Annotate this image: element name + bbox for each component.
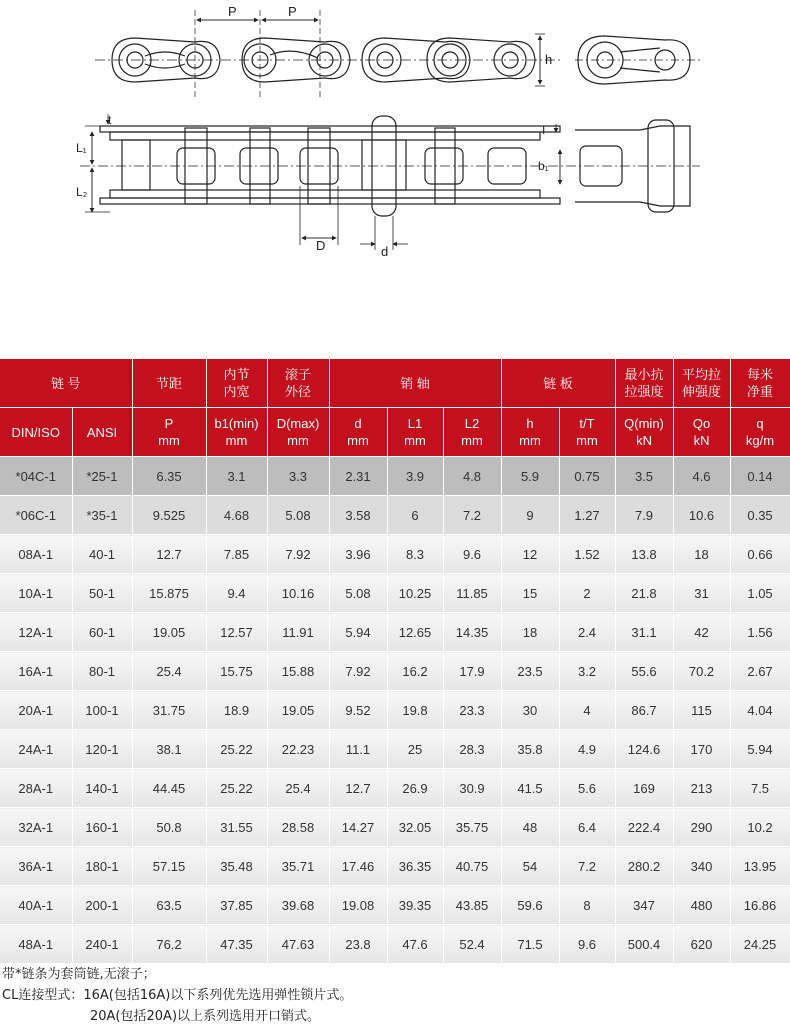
header-symbol: DIN/ISO (11, 424, 60, 440)
table-cell: 60-1 (72, 613, 132, 652)
header-group-cell (673, 359, 730, 408)
table-cell: 76.2 (132, 925, 206, 964)
table-cell: 347 (615, 886, 673, 925)
table-row (0, 535, 790, 574)
table-cell: 280.2 (615, 847, 673, 886)
pitch-label-1: P (228, 4, 237, 19)
table-cell: 1.52 (559, 535, 615, 574)
table-cell: 25.4 (132, 652, 206, 691)
table-cell: 7.85 (206, 535, 267, 574)
header-unit: mm (404, 433, 426, 448)
table-cell: 11.1 (329, 730, 387, 769)
header-unit-cell (387, 408, 443, 457)
table-cell: 3.3 (267, 457, 329, 496)
table-cell: 180-1 (72, 847, 132, 886)
table-cell: 169 (615, 769, 673, 808)
table-cell: 18 (501, 613, 559, 652)
table-cell: 3.58 (329, 496, 387, 535)
table-cell: 16.2 (387, 652, 443, 691)
table-cell: 13.8 (615, 535, 673, 574)
table-cell: 36A-1 (0, 847, 72, 886)
header-unit-cell (0, 408, 72, 457)
chain-spec-table (0, 359, 790, 964)
table-cell: *04C-1 (0, 457, 72, 496)
table-cell: 340 (673, 847, 730, 886)
table-cell: 5.9 (501, 457, 559, 496)
table-cell: 9 (501, 496, 559, 535)
header-symbol: L1 (407, 416, 423, 431)
header-group-text: 节距 (155, 375, 182, 391)
table-cell: 36.35 (387, 847, 443, 886)
table-cell: 4.68 (206, 496, 267, 535)
table-cell: 3.2 (559, 652, 615, 691)
table-cell: 23.8 (329, 925, 387, 964)
table-cell: 42 (673, 613, 730, 652)
header-unit-cell (267, 408, 329, 457)
table-cell: 38.1 (132, 730, 206, 769)
header-unit: mm (519, 433, 541, 448)
table-cell: 8 (559, 886, 615, 925)
table-cell: 3.5 (615, 457, 673, 496)
table-cell: 32A-1 (0, 808, 72, 847)
note-line-3: 20A(包括20A)以上系列选用开口销式。 (90, 1009, 321, 1024)
table-cell: 2.31 (329, 457, 387, 496)
side-view (95, 10, 560, 100)
header-unit-cell (72, 408, 132, 457)
table-cell: 63.5 (132, 886, 206, 925)
table-cell: 47.63 (267, 925, 329, 964)
top-view (80, 116, 700, 216)
table-cell: 16.86 (730, 886, 790, 925)
header-symbol: d (354, 416, 362, 431)
table-row (0, 457, 790, 496)
table-cell: 8.3 (387, 535, 443, 574)
header-group-text: 净重 (747, 384, 774, 399)
table-cell: 3.1 (206, 457, 267, 496)
table-cell: 170 (673, 730, 730, 769)
table-cell: *25-1 (72, 457, 132, 496)
header-symbol: P (164, 416, 174, 431)
table-cell: 1.56 (730, 613, 790, 652)
header-symbol: q (756, 416, 764, 431)
table-row (0, 769, 790, 808)
table-cell: 2.67 (730, 652, 790, 691)
table-cell: 26.9 (387, 769, 443, 808)
header-symbol: L2 (464, 416, 480, 431)
header-symbol: Qo (692, 416, 711, 431)
header-group-text: 销 轴 (400, 375, 430, 391)
table-cell: 43.85 (443, 886, 501, 925)
table-cell: 31 (673, 574, 730, 613)
table-cell: 37.85 (206, 886, 267, 925)
t-label: t (108, 113, 112, 127)
table-cell: 17.46 (329, 847, 387, 886)
header-group-text: 伸强度 (682, 384, 722, 399)
table-cell: 7.5 (730, 769, 790, 808)
end-view (575, 36, 700, 84)
table-cell: 12.57 (206, 613, 267, 652)
table-cell: 40.75 (443, 847, 501, 886)
table-cell: 4 (559, 691, 615, 730)
b1-label: b₁ (538, 159, 549, 173)
table-cell: 55.6 (615, 652, 673, 691)
table-cell: 32.05 (387, 808, 443, 847)
L1-label: L₁ (76, 141, 87, 155)
table-cell: 18 (673, 535, 730, 574)
table-row (0, 808, 790, 847)
table-cell: 30 (501, 691, 559, 730)
table-cell: 48A-1 (0, 925, 72, 964)
table-cell: 23.3 (443, 691, 501, 730)
height-label: h (545, 52, 553, 67)
header-group-text: 最小抗 (624, 367, 664, 382)
table-cell: 25.22 (206, 730, 267, 769)
table-cell: *35-1 (72, 496, 132, 535)
table-cell: 1.05 (730, 574, 790, 613)
header-unit: kN (636, 433, 652, 448)
table-cell: 19.05 (132, 613, 206, 652)
table-cell: 120-1 (72, 730, 132, 769)
pitch-label-2: P (288, 4, 297, 19)
table-cell: 14.27 (329, 808, 387, 847)
table-cell: 0.14 (730, 457, 790, 496)
table-cell: 3.96 (329, 535, 387, 574)
table-cell: 4.6 (673, 457, 730, 496)
table-cell: 10.25 (387, 574, 443, 613)
table-cell: 6 (387, 496, 443, 535)
table-row (0, 613, 790, 652)
table-cell: 50-1 (72, 574, 132, 613)
table-row (0, 925, 790, 964)
header-group-text: 外径 (284, 384, 311, 399)
header-symbol: Q(min) (624, 416, 664, 431)
L2-label: L₂ (76, 185, 88, 199)
header-unit-cell (615, 408, 673, 457)
header-unit-cell (730, 408, 790, 457)
header-group-cell (0, 359, 132, 408)
table-cell: 12 (501, 535, 559, 574)
table-row (0, 574, 790, 613)
header-symbol: t/T (579, 416, 595, 431)
table-cell: 100-1 (72, 691, 132, 730)
table-cell: 4.04 (730, 691, 790, 730)
table-cell: 12.7 (329, 769, 387, 808)
table-cell: 16A-1 (0, 652, 72, 691)
header-unit-cell (329, 408, 387, 457)
table-cell: 620 (673, 925, 730, 964)
header-group-text: 链 板 (543, 375, 573, 391)
footnotes (2, 964, 788, 1027)
header-group-text: 内宽 (223, 384, 250, 399)
table-cell: 52.4 (443, 925, 501, 964)
table-cell: 10.16 (267, 574, 329, 613)
table-cell: 54 (501, 847, 559, 886)
table-cell: 35.71 (267, 847, 329, 886)
table-cell: 44.45 (132, 769, 206, 808)
table-cell: 28A-1 (0, 769, 72, 808)
table-row (0, 691, 790, 730)
table-row (0, 496, 790, 535)
table-cell: 7.92 (267, 535, 329, 574)
table-cell: 50.8 (132, 808, 206, 847)
note-line-2: CL连接型式：16A(包括16A)以下系列优先选用弹性锁片式。 (2, 988, 353, 1003)
header-unit: kN (693, 433, 710, 448)
table-cell: 7.2 (443, 496, 501, 535)
table-cell: 70.2 (673, 652, 730, 691)
table-cell: 25 (387, 730, 443, 769)
header-unit: mm (461, 433, 483, 448)
header-unit-cell (206, 408, 267, 457)
table-cell: 15.88 (267, 652, 329, 691)
table-cell: 59.6 (501, 886, 559, 925)
table-cell: 213 (673, 769, 730, 808)
table-cell: 5.94 (730, 730, 790, 769)
header-symbol: D(max) (276, 416, 320, 431)
table-cell: 124.6 (615, 730, 673, 769)
table-cell: 115 (673, 691, 730, 730)
header-unit: kg/m (745, 433, 775, 448)
header-unit: mm (576, 433, 598, 448)
table-cell: 6.35 (132, 457, 206, 496)
table-cell: 9.6 (443, 535, 501, 574)
table-cell: 19.05 (267, 691, 329, 730)
table-cell: 28.58 (267, 808, 329, 847)
table-cell: 0.35 (730, 496, 790, 535)
table-cell: 240-1 (72, 925, 132, 964)
chain-technical-drawing (0, 0, 790, 300)
header-group-cell (615, 359, 673, 408)
table-body (0, 457, 790, 964)
table-cell: 40A-1 (0, 886, 72, 925)
table-cell: 11.91 (267, 613, 329, 652)
table-cell: 15.75 (206, 652, 267, 691)
table-cell: 160-1 (72, 808, 132, 847)
header-unit-cell (501, 408, 559, 457)
table-cell: 9.525 (132, 496, 206, 535)
table-cell: 14.35 (443, 613, 501, 652)
table-cell: 0.66 (730, 535, 790, 574)
table-cell: 39.68 (267, 886, 329, 925)
table-cell: 15.875 (132, 574, 206, 613)
table-cell: 6.4 (559, 808, 615, 847)
table-cell: 41.5 (501, 769, 559, 808)
table-cell: 9.4 (206, 574, 267, 613)
table-cell: 28.3 (443, 730, 501, 769)
table-cell: 7.92 (329, 652, 387, 691)
table-cell: 10A-1 (0, 574, 72, 613)
table-cell: 31.75 (132, 691, 206, 730)
header-group-text: 平均拉 (682, 367, 722, 382)
table-cell: 57.15 (132, 847, 206, 886)
table-cell: 5.08 (329, 574, 387, 613)
table-cell: 47.35 (206, 925, 267, 964)
table-cell: 10.6 (673, 496, 730, 535)
d-label: d (381, 244, 389, 259)
table-row (0, 847, 790, 886)
table-cell: 500.4 (615, 925, 673, 964)
header-group-text: 每米 (747, 367, 774, 382)
table-cell: 12.65 (387, 613, 443, 652)
table-cell: 20A-1 (0, 691, 72, 730)
table-cell: 0.75 (559, 457, 615, 496)
header-group-text: 滚子 (284, 367, 311, 382)
table-cell: 86.7 (615, 691, 673, 730)
table-cell: 24.25 (730, 925, 790, 964)
header-unit-cell (559, 408, 615, 457)
table-cell: 24A-1 (0, 730, 72, 769)
table-cell: 19.8 (387, 691, 443, 730)
table-cell: 1.27 (559, 496, 615, 535)
note-line-1: 带*链条为套筒链,无滚子； (2, 967, 156, 982)
header-group-cell (501, 359, 615, 408)
header-unit: mm (347, 433, 369, 448)
header-group-cell (329, 359, 501, 408)
D-label: D (316, 238, 326, 253)
table-cell: 47.6 (387, 925, 443, 964)
table-cell: 12A-1 (0, 613, 72, 652)
table-cell: 25.22 (206, 769, 267, 808)
table-cell: 80-1 (72, 652, 132, 691)
table-cell: 480 (673, 886, 730, 925)
table-row (0, 730, 790, 769)
header-unit: mm (287, 433, 309, 448)
header-group-text: 拉强度 (624, 384, 664, 399)
table-row (0, 886, 790, 925)
table-cell: 31.55 (206, 808, 267, 847)
table-cell: 3.9 (387, 457, 443, 496)
table-cell: 18.9 (206, 691, 267, 730)
header-group-cell (206, 359, 267, 408)
table-cell: 10.2 (730, 808, 790, 847)
table-cell: 30.9 (443, 769, 501, 808)
header-row-2 (0, 408, 790, 457)
table-cell: 25.4 (267, 769, 329, 808)
table-cell: 35.48 (206, 847, 267, 886)
table-cell: 200-1 (72, 886, 132, 925)
table-cell: 2.4 (559, 613, 615, 652)
table-cell: 5.94 (329, 613, 387, 652)
header-unit-cell (132, 408, 206, 457)
table-cell: 48 (501, 808, 559, 847)
table-cell: 35.8 (501, 730, 559, 769)
table-cell: *06C-1 (0, 496, 72, 535)
table-cell: 22.23 (267, 730, 329, 769)
table-cell: 290 (673, 808, 730, 847)
table-cell: 4.8 (443, 457, 501, 496)
table-cell: 7.2 (559, 847, 615, 886)
header-unit-cell (443, 408, 501, 457)
header-group-cell (267, 359, 329, 408)
table-cell: 12.7 (132, 535, 206, 574)
table-cell: 11.85 (443, 574, 501, 613)
table-cell: 21.8 (615, 574, 673, 613)
table-cell: 7.9 (615, 496, 673, 535)
table-cell: 35.75 (443, 808, 501, 847)
table-cell: 5.08 (267, 496, 329, 535)
table-cell: 08A-1 (0, 535, 72, 574)
header-group-cell (730, 359, 790, 408)
table-cell: 71.5 (501, 925, 559, 964)
table-cell: 40-1 (72, 535, 132, 574)
header-unit-cell (673, 408, 730, 457)
header-group-text: 内节 (223, 367, 250, 382)
table-cell: 31.1 (615, 613, 673, 652)
table-cell: 4.9 (559, 730, 615, 769)
table-row (0, 652, 790, 691)
table-cell: 39.35 (387, 886, 443, 925)
table-cell: 15 (501, 574, 559, 613)
table-cell: 23.5 (501, 652, 559, 691)
header-row-1 (0, 359, 790, 408)
table-cell: 2 (559, 574, 615, 613)
header-unit: mm (225, 433, 248, 448)
table-cell: 17.9 (443, 652, 501, 691)
table-cell: 13.95 (730, 847, 790, 886)
table-cell: 140-1 (72, 769, 132, 808)
header-group-text: 链 号 (50, 375, 81, 391)
table-cell: 5.6 (559, 769, 615, 808)
table-cell: 19.08 (329, 886, 387, 925)
header-symbol: h (526, 416, 534, 431)
header-unit: mm (158, 433, 180, 448)
header-symbol: ANSI (86, 424, 118, 440)
header-group-cell (132, 359, 206, 408)
T-label: T (540, 123, 548, 137)
table-cell: 9.52 (329, 691, 387, 730)
header-symbol: b1(min) (214, 416, 259, 431)
table-cell: 9.6 (559, 925, 615, 964)
table-cell: 222.4 (615, 808, 673, 847)
